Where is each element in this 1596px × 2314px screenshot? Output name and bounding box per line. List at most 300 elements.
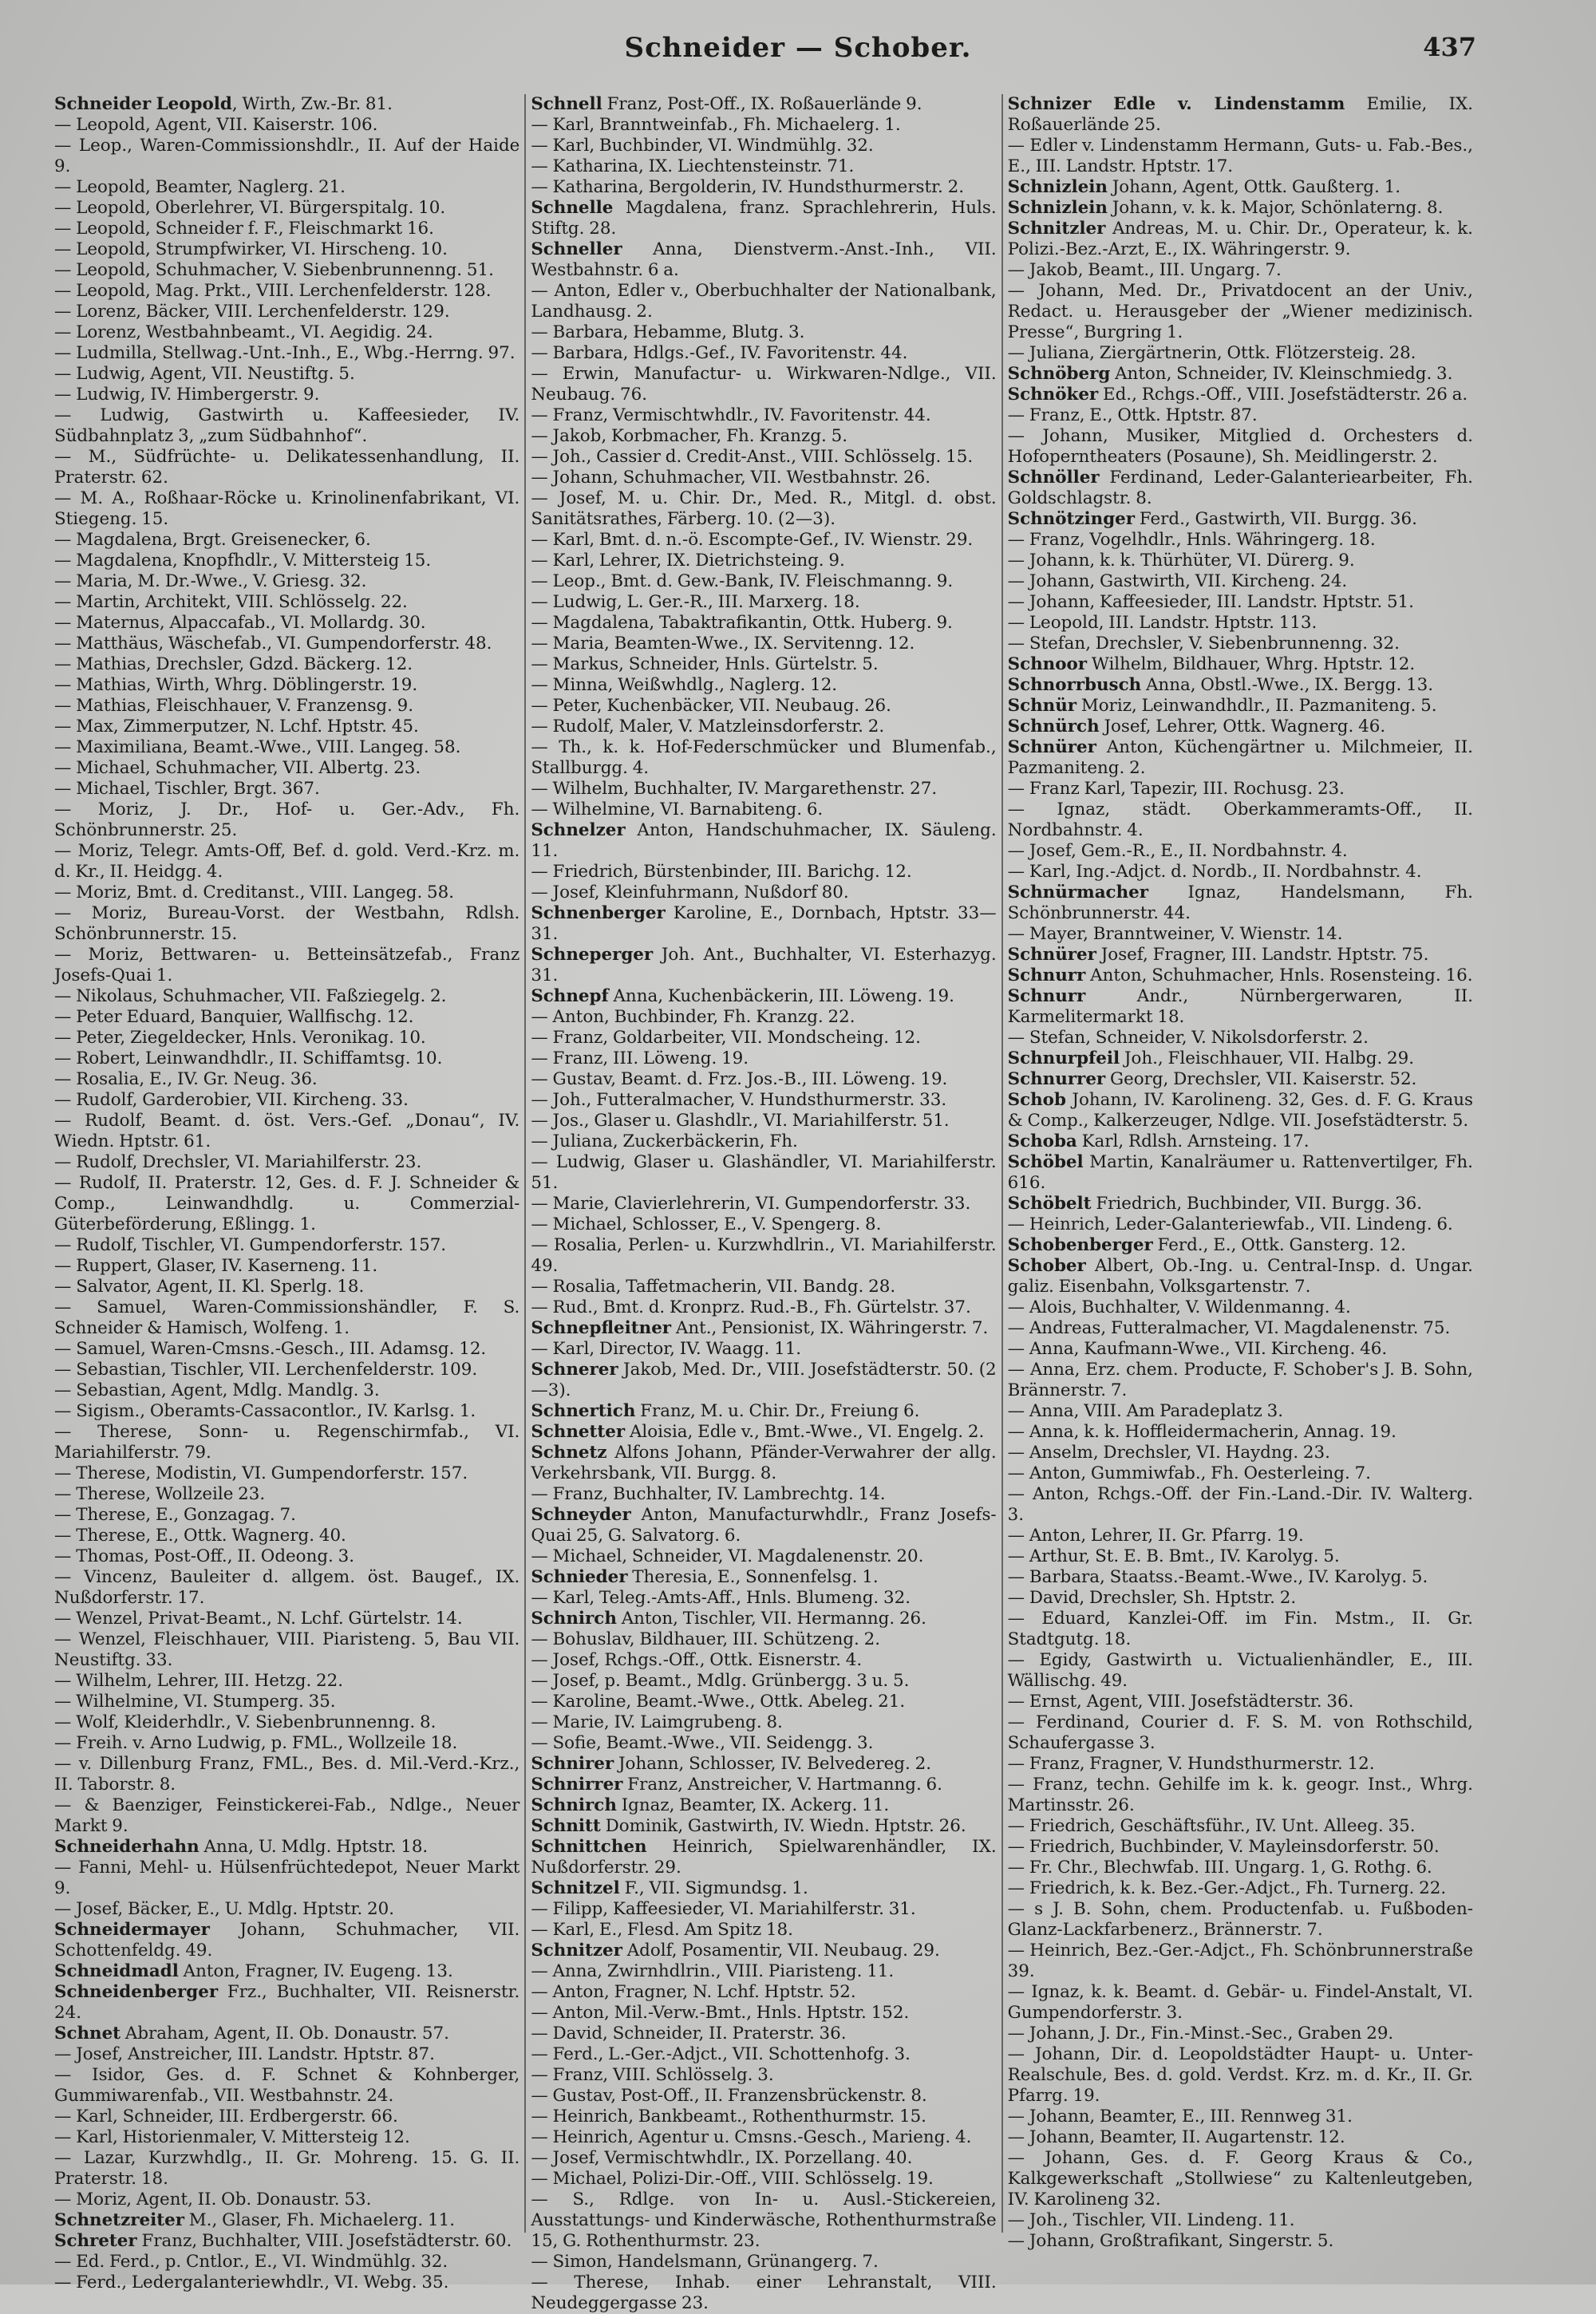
entry-text: — Mathias, Wirth, Whrg. Döblingerstr. 19. [54, 675, 418, 695]
directory-entry [531, 1194, 996, 1214]
directory-entry [531, 779, 996, 800]
entry-text: Georg, Drechsler, VII. Kaiserstr. 52. [1105, 1069, 1417, 1089]
directory-entry [531, 1816, 996, 1837]
directory-entry [531, 696, 996, 717]
entry-text: — Anselm, Drechsler, VI. Haydng. 23. [1007, 1443, 1330, 1463]
directory-entry [1008, 343, 1473, 364]
entry-text: — Rudolf, II. Praterstr. 12, Ges. d. F. J. Schneider & Comp., Leinwandhdlg. u. Commerzial-Güterbeförderung, Eßlingg. 1. [54, 1173, 520, 1234]
entry-text: — Marie, Clavierlehrerin, VI. Gumpendorferstr. 33. [531, 1194, 971, 1214]
entry-text: — Gustav, Post-Off., II. Franzensbrückenstr. 8. [531, 2086, 927, 2106]
directory-entry [54, 2107, 519, 2127]
entry-text: Johann, Schlosser, IV. Belvedereg. 2. [614, 1754, 931, 1774]
directory-entry [1008, 1775, 1473, 1816]
entry-text: — Ruppert, Glaser, IV. Kaserneng. 11. [54, 1256, 378, 1276]
directory-entry [54, 634, 519, 654]
entry-text: Andr., Nürnbergerwaren, II. Karmelitermarkt 18. [1007, 986, 1473, 1027]
directory-entry [531, 1007, 996, 1028]
directory-entry [1008, 2148, 1473, 2210]
entry-text: Johann, Agent, Ottk. Gaußterg. 1. [1107, 177, 1401, 197]
entry-text: Friedrich, Buchbinder, VII. Burgg. 36. [1091, 1194, 1423, 1214]
entry-surname: Schoba [1007, 1131, 1077, 1151]
entry-text: — Karoline, Beamt.-Wwe., Ottk. Abeleg. 21. [531, 1692, 906, 1712]
entry-text: — Moriz, Bettwaren- u. Betteinsätzefab., Franz Josefs-Quai 1. [54, 945, 520, 985]
entry-text: — Sofie, Beamt.-Wwe., VII. Seidengg. 3. [531, 1733, 874, 1753]
entry-text: — Ludmilla, Stellwag.-Unt.-Inh., E., Wbg.-Herrng. 97. [54, 343, 516, 363]
entry-surname: Schnizlein [1007, 177, 1108, 197]
directory-entry [531, 1588, 996, 1609]
directory-entry [54, 2127, 519, 2148]
directory-entry [1008, 405, 1473, 426]
directory-entry [1008, 1297, 1473, 1318]
entry-surname: Schnürmacher [1007, 883, 1149, 902]
entry-text: — Wenzel, Privat-Beamt., N. Lchf. Gürtelstr. 14. [54, 1609, 463, 1629]
directory-entry [54, 1484, 519, 1505]
entry-text: — Minna, Weißwhdlg., Naglerg. 12. [531, 675, 838, 695]
entry-text: — Eduard, Kanzlei-Off. im Fin. Mstm., II. Gr. Stadtgutg. 18. [1007, 1609, 1473, 1649]
directory-entry [54, 1380, 519, 1401]
directory-entry [54, 94, 519, 115]
directory-entry [1008, 2210, 1473, 2231]
directory-entry [1008, 2044, 1473, 2107]
entry-surname: Schnepfleitner [531, 1318, 672, 1338]
entry-text: — Josef, M. u. Chir. Dr., Med. R., Mitgl. d. obst. Sanitätsrathes, Färberg. 10. (2—3). [531, 488, 997, 529]
entry-text: — Karl, Buchbinder, VI. Windmühlg. 32. [531, 136, 874, 156]
entry-text: — Heinrich, Leder-Galanteriewfab., VII. Lindeng. 6. [1007, 1214, 1453, 1234]
directory-entry [54, 136, 519, 177]
entry-text: — Friedrich, Buchbinder, V. Mayleinsdorferstr. 50. [1007, 1837, 1440, 1857]
directory-entry [1008, 1214, 1473, 1235]
column-1 [49, 94, 524, 2292]
directory-entry [54, 260, 519, 281]
directory-entry [531, 1422, 996, 1443]
directory-entry [54, 571, 519, 592]
directory-entry [54, 281, 519, 302]
directory-entry [531, 1692, 996, 1712]
entry-text: — Michael, Schlosser, E., V. Spengerg. 8. [531, 1214, 882, 1234]
entry-text: — Johann, k. k. Thürhüter, VI. Dürerg. 9. [1007, 551, 1355, 571]
entry-text: — Samuel, Waren-Cmsns.-Gesch., III. Adamsg. 12. [54, 1339, 487, 1359]
directory-entry [1008, 281, 1473, 343]
entry-text: — Fanni, Mehl- u. Hülsenfrüchtedepot, Neuer Markt 9. [54, 1858, 520, 1898]
entry-text: — Johann, Beamter, II. Augartenstr. 12. [1007, 2127, 1345, 2147]
entry-text: — M. A., Roßhaar-Röcke u. Krinolinenfabrikant, VI. Stiegeng. 15. [54, 488, 520, 529]
directory-entry [531, 136, 996, 156]
directory-entry [54, 779, 519, 800]
directory-entry [531, 239, 996, 281]
directory-entry [531, 1754, 996, 1775]
entry-text: — Franz, Goldarbeiter, VII. Mondscheing. 12. [531, 1028, 921, 1048]
entry-text: Dominik, Gastwirth, IV. Wiedn. Hptstr. 26. [600, 1816, 966, 1836]
entry-surname: Schneidermayer [54, 1920, 210, 1940]
directory-entry [531, 1484, 996, 1505]
directory-entry [54, 1339, 519, 1360]
entry-text: — Anton, Fragner, N. Lchf. Hptstr. 52. [531, 1982, 856, 2002]
entry-text: — Anna, Kaufmann-Wwe., VII. Kircheng. 46. [1007, 1339, 1388, 1359]
directory-entry [1008, 1837, 1473, 1858]
entry-text: — Therese, Sonn- u. Regenschirmfab., VI. Mariahilferstr. 79. [54, 1422, 520, 1463]
entry-text: — Leopold, III. Landstr. Hptstr. 113. [1007, 613, 1317, 633]
directory-entry [531, 405, 996, 426]
directory-entry [54, 945, 519, 986]
entry-text: — Katharina, Bergolderin, IV. Hundsthurmerstr. 2. [531, 177, 965, 197]
entry-text: — Peter, Kuchenbäcker, VII. Neubaug. 26. [531, 696, 891, 716]
entry-surname: Schneyder [531, 1505, 631, 1525]
directory-entry [1008, 1609, 1473, 1650]
directory-entry [531, 2065, 996, 2086]
entry-text: — Josef, Vermischtwhdlr., IX. Porzellang. 40. [531, 2148, 913, 2168]
entry-text: — Peter Eduard, Banquier, Wallfischg. 12. [54, 1007, 414, 1027]
entry-text: — Edler v. Lindenstamm Hermann, Guts- u. Fab.-Bes., E., III. Landstr. Hptstr. 17. [1007, 136, 1473, 176]
directory-entry [531, 1048, 996, 1069]
directory-entry [1008, 1712, 1473, 1754]
entry-text: — Lorenz, Westbahnbeamt., VI. Aegidig. 24. [54, 322, 433, 342]
directory-entry [54, 758, 519, 779]
directory-entry [54, 2273, 519, 2293]
entry-surname: Schnöker [1007, 385, 1099, 405]
entry-text: — Leopold, Mag. Prkt., VIII. Lerchenfelderstr. 128. [54, 281, 492, 301]
entry-text: — Johann, Musiker, Mitglied d. Orchesters d. Hofoperntheaters (Posaune), Sh. Meidlingerstr. 2. [1007, 426, 1473, 467]
directory-entry [531, 883, 996, 903]
directory-entry [531, 675, 996, 696]
entry-text: Anna, U. Mdlg. Hptstr. 18. [199, 1837, 429, 1857]
entry-text: — Andreas, Futteralmacher, VI. Magdalenenstr. 75. [1007, 1318, 1451, 1338]
directory-entry [54, 675, 519, 696]
directory-entry [1008, 468, 1473, 509]
entry-text: — Barbara, Hebamme, Blutg. 3. [531, 322, 805, 342]
directory-entry [1008, 779, 1473, 800]
entry-surname: Schnelle [531, 198, 614, 218]
entry-text: — Ed. Ferd., p. Cntlor., E., VI. Windmühlg. 32. [54, 2252, 448, 2272]
entry-text: — Michael, Schuhmacher, VII. Albertg. 23. [54, 758, 421, 778]
entry-text: Franz, M. u. Chir. Dr., Freiung 6. [635, 1401, 920, 1421]
directory-entry [531, 1982, 996, 2003]
entry-text: — Barbara, Hdlgs.-Gef., IV. Favoritenstr. 44. [531, 343, 908, 363]
directory-entry [54, 1754, 519, 1795]
entry-surname: Schnötzinger [1007, 509, 1136, 529]
entry-text: Joh. Ant., Buchhalter, VI. Esterhazyg. 31. [531, 945, 997, 985]
directory-entry [54, 883, 519, 903]
directory-entry [1008, 198, 1473, 219]
entry-surname: Schneidmadl [54, 1961, 179, 1981]
directory-columns [49, 94, 1478, 2313]
entry-surname: Schnür [1007, 696, 1077, 716]
directory-entry [54, 1173, 519, 1235]
entry-text: — M., Südfrüchte- u. Delikatessenhandlung, II. Praterstr. 62. [54, 447, 520, 488]
directory-entry [54, 343, 519, 364]
entry-text: — Wilhelmine, VI. Barnabiteng. 6. [531, 800, 824, 819]
entry-text: — Anton, Gummiwfab., Fh. Oesterleing. 7. [1007, 1463, 1371, 1483]
directory-entry [531, 1567, 996, 1588]
directory-entry [54, 1629, 519, 1671]
entry-surname: Schneiderhahn [54, 1837, 200, 1857]
entry-text: — Therese, Modistin, VI. Gumpendorferstr. 157. [54, 1463, 468, 1483]
directory-entry [531, 1152, 996, 1194]
directory-entry [531, 613, 996, 634]
directory-entry [531, 1131, 996, 1152]
entry-text: — Max, Zimmerputzer, N. Lchf. Hptstr. 45. [54, 717, 419, 736]
directory-entry [1008, 1028, 1473, 1048]
entry-text: — Samuel, Waren-Commissionshändler, F. S. Schneider & Hamisch, Wolfeng. 1. [54, 1297, 520, 1338]
directory-entry [54, 1048, 519, 1069]
entry-text: — Heinrich, Bankbeamt., Rothenthurmstr. 15. [531, 2107, 926, 2126]
entry-text: — Johann, Schuhmacher, VII. Westbahnstr. 26. [531, 468, 931, 488]
directory-entry [54, 1920, 519, 1961]
column-divider [1001, 94, 1003, 2233]
entry-surname: Schnurr [1007, 986, 1086, 1006]
entry-text: — Ludwig, Agent, VII. Neustiftg. 5. [54, 364, 355, 384]
directory-entry [531, 1339, 996, 1360]
directory-entry [531, 1878, 996, 1899]
entry-text: M., Glaser, Fh. Michaelerg. 11. [184, 2210, 456, 2230]
directory-entry [1008, 1588, 1473, 1609]
entry-text: — Ferdinand, Courier d. F. S. M. von Rothschild, Schaufergasse 3. [1007, 1712, 1473, 1753]
entry-surname: Schnoor [1007, 654, 1088, 674]
entry-text: — Anton, Mil.-Verw.-Bmt., Hnls. Hptstr. 152. [531, 2003, 910, 2023]
directory-entry [1008, 2024, 1473, 2044]
entry-surname: Schnelzer [531, 820, 626, 840]
page-header [0, 32, 1596, 72]
entry-text: — v. Dillenburg Franz, FML., Bes. d. Mil.-Verd.-Krz., II. Taborstr. 8. [54, 1754, 520, 1795]
entry-text: Anton, Schneider, IV. Kleinschmiedg. 3. [1110, 364, 1453, 384]
directory-entry [531, 1837, 996, 1878]
directory-entry [1008, 675, 1473, 696]
directory-entry [54, 1235, 519, 1256]
entry-text: — Joh., Tischler, VII. Lindeng. 11. [1007, 2210, 1295, 2230]
entry-text: — Rudolf, Drechsler, VI. Mariahilferstr. 23. [54, 1152, 422, 1172]
directory-entry [1008, 530, 1473, 551]
directory-entry [54, 1546, 519, 1567]
directory-entry [54, 405, 519, 447]
directory-entry [1008, 219, 1473, 260]
entry-text: Johann, Schuhmacher, VII. Schottenfeldg. 49. [54, 1920, 520, 1961]
entry-text: — Josef, p. Beamt., Mdlg. Grünbergg. 3 u. 5. [531, 1671, 910, 1691]
directory-entry [1008, 634, 1473, 654]
entry-text: — Stefan, Drechsler, V. Siebenbrunnenng. 32. [1007, 634, 1400, 654]
entry-text: — Maximiliana, Beamt.-Wwe., VIII. Langeg. 58. [54, 737, 461, 757]
entry-surname: Schnittchen [531, 1837, 647, 1857]
entry-text: — Freih. v. Arno Ludwig, p. FML., Wollzeile 18. [54, 1733, 458, 1753]
entry-text: — s J. B. Sohn, chem. Productenfab. u. Fußboden-Glanz-Lackfarbenerz., Brännerstr. 7. [1007, 1899, 1473, 1940]
entry-text: — Ignaz, k. k. Beamt. d. Gebär- u. Findel-Anstalt, VI. Gumpendorferstr. 3. [1007, 1982, 1473, 2023]
entry-text: — Ludwig, Glaser u. Glashändler, VI. Mariahilferstr. 51. [531, 1152, 997, 1193]
directory-entry [54, 1858, 519, 1899]
directory-entry [531, 1671, 996, 1692]
directory-entry [1008, 2107, 1473, 2127]
directory-entry [54, 737, 519, 758]
entry-text: — Moriz, Agent, II. Ob. Donaustr. 53. [54, 2190, 372, 2209]
directory-entry [1008, 592, 1473, 613]
entry-text: F., VII. Sigmundsg. 1. [619, 1878, 808, 1898]
entry-text: — Joh., Cassier d. Credit-Anst., VIII. Schlösselg. 15. [531, 447, 974, 467]
directory-entry [1008, 945, 1473, 965]
directory-entry [1008, 1443, 1473, 1463]
directory-entry [531, 322, 996, 343]
directory-entry [531, 551, 996, 571]
entry-text: — Josef, Bäcker, E., U. Mdlg. Hptstr. 20. [54, 1899, 394, 1919]
entry-text: — Ludwig, Gastwirth u. Kaffeesieder, IV. Südbahnplatz 3, „zum Südbahnhof“. [54, 405, 520, 446]
entry-text: Anna, Obstl.-Wwe., IX. Bergg. 13. [1141, 675, 1434, 695]
entry-text: — Josef, Kleinfuhrmann, Nußdorf 80. [531, 883, 849, 902]
entry-text: — Anton, Lehrer, II. Gr. Pfarrg. 19. [1007, 1526, 1304, 1546]
entry-text: — Anton, Buchbinder, Fh. Kranzg. 22. [531, 1007, 855, 1027]
directory-entry [531, 1961, 996, 1982]
entry-text: — Joh., Futteralmacher, V. Hundsthurmerstr. 33. [531, 1090, 947, 1110]
entry-text: — Rudolf, Beamt. d. öst. Vers.-Gef. „Donau“, IV. Wiedn. Hptstr. 61. [54, 1111, 520, 1151]
entry-surname: Schnizer Edle v. Lindenstamm [1007, 94, 1345, 114]
entry-text: — Michael, Polizi-Dir.-Off., VIII. Schlösselg. 19. [531, 2169, 934, 2189]
directory-entry [531, 800, 996, 820]
directory-entry [531, 1920, 996, 1941]
entry-text: Joh., Fleischhauer, VII. Halbg. 29. [1120, 1048, 1415, 1068]
entry-text: — Therese, Inhab. einer Lehranstalt, VIII. Neudeggergasse 23. [531, 2273, 997, 2313]
entry-surname: Schreter [54, 2231, 137, 2251]
entry-text: Moriz, Leinwandhdlr., II. Pazmaniteng. 5. [1077, 696, 1437, 716]
entry-text: — Salvator, Agent, II. Kl. Sperlg. 18. [54, 1277, 365, 1297]
directory-entry [1008, 965, 1473, 986]
entry-text: — Karl, Director, IV. Waagg. 11. [531, 1339, 802, 1359]
entry-text: — Martin, Architekt, VIII. Schlösselg. 22. [54, 592, 408, 612]
entry-text: Anton, Fragner, IV. Eugeng. 13. [178, 1961, 453, 1981]
directory-entry [531, 1795, 996, 1816]
entry-text: — Magdalena, Tabaktrafikantin, Ottk. Huberg. 9. [531, 613, 953, 633]
directory-entry [1008, 509, 1473, 530]
directory-entry [1008, 1982, 1473, 2024]
entry-text: — Maternus, Alpaccafab., VI. Mollardg. 30. [54, 613, 426, 633]
directory-entry [54, 177, 519, 198]
entry-text: — Johann, J. Dr., Fin.-Minst.-Sec., Graben 29. [1007, 2024, 1394, 2044]
entry-text: — Lazar, Kurzwhdlg., II. Gr. Mohreng. 15. G. II. Praterstr. 18. [54, 2148, 520, 2189]
directory-entry [1008, 1899, 1473, 1941]
directory-entry [1008, 1048, 1473, 1069]
entry-text: — Heinrich, Bez.-Ger.-Adjct., Fh. Schönbrunnerstraße 39. [1007, 1941, 1473, 1981]
directory-entry [531, 1609, 996, 1629]
entry-text: — Rosalia, E., IV. Gr. Neug. 36. [54, 1069, 318, 1089]
directory-entry [1008, 737, 1473, 779]
entry-text: — Maria, Beamten-Wwe., IX. Servitenng. 12. [531, 634, 915, 654]
directory-entry [54, 717, 519, 737]
directory-entry [531, 1505, 996, 1546]
entry-text: Ferd., E., Ottk. Gansterg. 12. [1152, 1235, 1406, 1255]
entry-text: — Thomas, Post-Off., II. Odeong. 3. [54, 1546, 355, 1566]
entry-text: — Ludwig, L. Ger.-R., III. Marxerg. 18. [531, 592, 860, 612]
entry-text: — Franz, Vermischtwhdlr., IV. Favoritenstr. 44. [531, 405, 931, 425]
directory-entry [54, 488, 519, 530]
entry-text: — Karl, Ing.-Adjct. d. Nordb., II. Nordbahnstr. 4. [1007, 862, 1422, 882]
entry-text: — Franz Karl, Tapezir, III. Rochusg. 23. [1007, 779, 1345, 799]
entry-text: — Nikolaus, Schuhmacher, VII. Faßziegelg. 2. [54, 986, 447, 1006]
entry-text: — Th., k. k. Hof-Federschmücker und Blumenfab., Stallburgg. 4. [531, 737, 997, 778]
entry-text: — Rudolf, Maler, V. Matzleinsdorferstr. 2. [531, 717, 885, 736]
entry-text: — Sigism., Oberamts-Cassacontlor., IV. Karlsg. 1. [54, 1401, 476, 1421]
entry-surname: Schnöberg [1007, 364, 1111, 384]
directory-entry [1008, 136, 1473, 177]
entry-text: — Marie, IV. Laimgrubeng. 8. [531, 1712, 783, 1732]
entry-text: — Johann, Ges. d. F. Georg Kraus & Co., Kalkgewerkschaft „Stollwiese“ zu Kaltenleutgeben, IV. Karolineng 32. [1007, 2148, 1473, 2209]
directory-entry [1008, 1878, 1473, 1899]
directory-entry [531, 447, 996, 468]
entry-text: — Wolf, Kleiderhdlr., V. Siebenbrunnenng. 8. [54, 1712, 437, 1732]
directory-entry [531, 592, 996, 613]
entry-text: Abraham, Agent, II. Ob. Donaustr. 57. [120, 2024, 449, 2044]
entry-surname: Schnirer [531, 1754, 614, 1774]
directory-entry [531, 281, 996, 322]
entry-surname: Schnitzler [1007, 219, 1106, 239]
directory-entry [54, 2065, 519, 2107]
entry-text: — Anton, Rchgs.-Off. der Fin.-Land.-Dir. IV. Walterg. 3. [1007, 1484, 1473, 1525]
entry-text: — Leopold, Strumpfwirker, VI. Hirscheng. 10. [54, 239, 448, 259]
entry-text: Adolf, Posamentir, VII. Neubaug. 29. [622, 1941, 940, 1961]
directory-entry [531, 2190, 996, 2252]
column-2 [526, 94, 1001, 2313]
directory-entry [531, 1090, 996, 1111]
column-divider [524, 94, 526, 2233]
directory-entry [54, 1007, 519, 1028]
directory-entry [1008, 1401, 1473, 1422]
entry-text: — Juliana, Ziergärtnerin, Ottk. Flötzersteig. 28. [1007, 343, 1416, 363]
entry-surname: Schnerer [531, 1360, 618, 1380]
directory-entry [1008, 696, 1473, 717]
directory-entry [1008, 2127, 1473, 2148]
directory-entry [54, 1069, 519, 1090]
entry-text: — Jakob, Beamt., III. Ungarg. 7. [1007, 260, 1282, 280]
entry-text: — Rosalia, Taffetmacherin, VII. Bandg. 28. [531, 1277, 896, 1297]
entry-text: — Mayer, Branntweiner, V. Wienstr. 14. [1007, 924, 1343, 944]
directory-entry [531, 1712, 996, 1733]
entry-text: — Leopold, Schneider f. F., Fleischmarkt 16. [54, 219, 434, 239]
entry-surname: Schnirch [531, 1609, 617, 1629]
entry-text: — Moriz, Bureau-Vorst. der Westbahn, Rdlsh. Schönbrunnerstr. 15. [54, 903, 520, 944]
entry-text: — Karl, Lehrer, IX. Dietrichsteing. 9. [531, 551, 845, 571]
directory-entry [54, 198, 519, 219]
entry-text: — Friedrich, k. k. Bez.-Ger.-Adjct., Fh. Turnerg. 22. [1007, 1878, 1447, 1898]
entry-text: Ignaz, Handelsmann, Fh. Schönbrunnerstr. 44. [1007, 883, 1473, 923]
directory-entry [1008, 1463, 1473, 1484]
entry-surname: Schnürer [1007, 945, 1096, 965]
entry-surname: Schneider Leopold [54, 94, 232, 114]
directory-entry [1008, 841, 1473, 862]
directory-entry [531, 488, 996, 530]
directory-entry [1008, 986, 1473, 1028]
entry-surname: Schnetz [531, 1443, 607, 1463]
entry-text: — & Baenziger, Feinstickerei-Fab., Ndlge., Neuer Markt 9. [54, 1795, 520, 1836]
entry-text: — Therese, E., Ottk. Wagnerg. 40. [54, 1526, 346, 1546]
directory-entry [54, 1671, 519, 1692]
directory-entry [54, 1152, 519, 1173]
directory-entry [1008, 1194, 1473, 1214]
entry-text: Jakob, Med. Dr., VIII. Josefstädterstr. 50. (2—3). [531, 1360, 997, 1400]
directory-entry [54, 1297, 519, 1339]
entry-text: — Ferd., Ledergalanteriewhdlr., VI. Webg. 35. [54, 2273, 449, 2292]
directory-entry [1008, 1567, 1473, 1588]
entry-text: — Moriz, Bmt. d. Creditanst., VIII. Langeg. 58. [54, 883, 455, 902]
directory-entry [54, 1692, 519, 1712]
entry-text: — Moriz, J. Dr., Hof- u. Ger.-Adv., Fh. Schönbrunnerstr. 25. [54, 800, 520, 840]
entry-text: Aloisia, Edle v., Bmt.-Wwe., VI. Engelg. 2. [625, 1422, 985, 1442]
entry-text: — Johann, Beamter, E., III. Rennweg 31. [1007, 2107, 1353, 2126]
directory-entry [531, 177, 996, 198]
directory-entry [54, 2024, 519, 2044]
directory-entry [1008, 717, 1473, 737]
directory-entry [531, 2273, 996, 2314]
entry-surname: Schnepf [531, 986, 609, 1006]
entry-text: — Filipp, Kaffeesieder, VI. Mariahilferstr. 31. [531, 1899, 916, 1919]
directory-entry [531, 2148, 996, 2169]
directory-entry [54, 551, 519, 571]
directory-entry [1008, 1816, 1473, 1837]
directory-entry [1008, 551, 1473, 571]
entry-text: — Ludwig, IV. Himbergerstr. 9. [54, 385, 320, 405]
entry-text: — Jakob, Korbmacher, Fh. Kranzg. 5. [531, 426, 848, 446]
